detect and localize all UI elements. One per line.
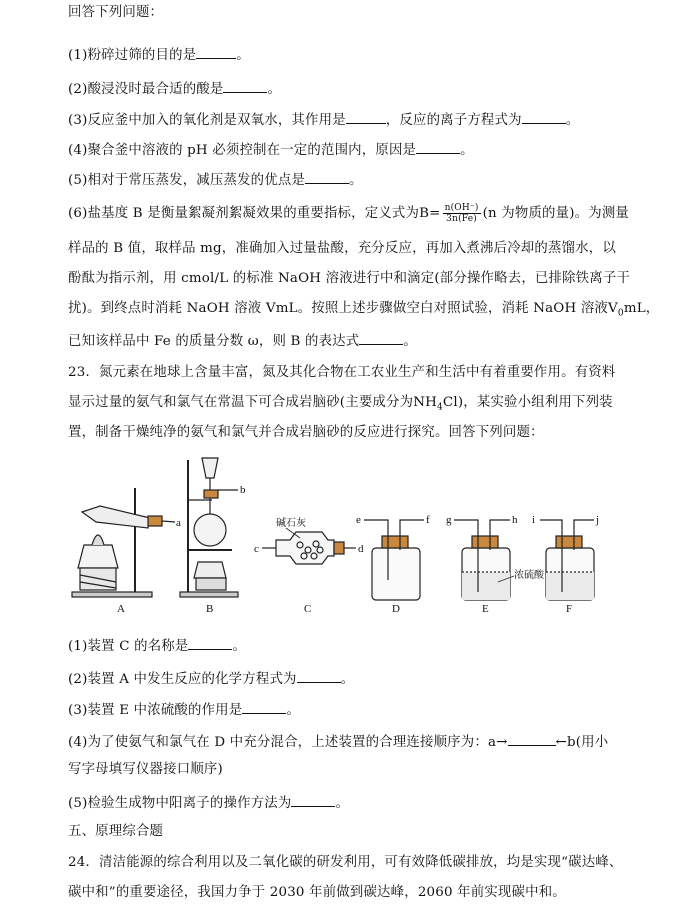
port-label-f: f <box>426 514 430 526</box>
q23-sub5 <box>68 793 349 813</box>
section-title: 五、原理综合题 <box>68 824 164 839</box>
q23-subscript: 4 <box>436 402 443 413</box>
q23-line1-text: 23．氮元素在地球上含量丰富，氮及其化合物在工农业生产和生活中有着重要作用。有资料 <box>68 365 616 380</box>
q23-3-text: (3)装置 E 中浓硫酸的作用是 <box>68 703 243 718</box>
q23-sub2 <box>68 669 354 689</box>
q23-1-text: (1)装置 C 的名称是 <box>68 639 189 654</box>
apparatus-d <box>364 520 424 600</box>
q23-2-text: (2)装置 A 中发生反应的化学方程式为 <box>68 672 297 687</box>
apparatus-c <box>262 528 356 564</box>
q22-2-text: (2)酸浸没时最合适的酸是 <box>68 82 224 97</box>
answer-blank[interactable] <box>242 700 286 714</box>
answer-blank[interactable] <box>297 669 341 683</box>
q22-6-line5: 已知该样品中 Fe 的质量分数 ω，则 B 的表达式 <box>68 334 360 349</box>
q23-line2-a: 显示过量的氨气和氯气在常温下可合成岩脑砂(主要成分为NH <box>68 395 437 410</box>
q22-6-text-a: (6)盐基度 B 是衡量絮凝剂絮凝效果的重要指标，定义式为B= <box>68 206 441 221</box>
apparatus-a <box>72 488 175 597</box>
port-label-i: i <box>532 514 536 526</box>
q22-6-line2: 样品的 B 值，取样品 mg，准确加入过量盐酸，充分反应，再加入煮沸后冷却的蒸馏水，以 <box>68 241 616 256</box>
q22-6-line4-b: mL， <box>623 301 660 316</box>
answer-blank[interactable] <box>291 793 335 807</box>
q22-6-text-b: (n 为物质的量)。为测量 <box>482 206 630 221</box>
q23-line3-text: 置，制备干燥纯净的氨气和氯气并合成岩脑砂的反应进行探究。回答下列问题： <box>68 425 544 440</box>
label-b: B <box>206 603 214 615</box>
q23-3-end: 。 <box>286 703 300 718</box>
port-label-d: d <box>358 543 364 555</box>
q23-line2-b: Cl)，某实验小组利用下列装 <box>442 395 613 410</box>
port-label-e: e <box>356 514 361 526</box>
label-c: C <box>304 603 312 615</box>
port-label-b: b <box>240 484 246 496</box>
q24-line1 <box>68 854 623 872</box>
q23-sub4 <box>68 732 608 752</box>
conc-acid-label: 浓硫酸 <box>514 570 544 581</box>
q22-4-end: 。 <box>460 143 474 158</box>
q22-4-text: (4)聚合釜中溶液的 pH 必须控制在一定的范围内，原因是 <box>68 143 417 158</box>
q23-4-text-a: (4)为了使氨气和氯气在 D 中充分混合，上述装置的合理连接顺序为：a→ <box>68 735 508 750</box>
q22-6-subscript: 0 <box>617 308 624 319</box>
port-label-g: g <box>446 514 452 526</box>
fraction-denominator: 3n(Fe) <box>446 214 477 224</box>
q24-line2 <box>68 884 566 902</box>
q23-1-end: 。 <box>232 639 247 654</box>
label-e: E <box>482 603 489 615</box>
q22-6-line4-a: 扰)。到终点时消耗 NaOH 溶液 VmL。按照上述步骤做空白对照试验，消耗 NaOH 溶液V <box>68 301 618 316</box>
q22-5-text: (5)相对于常压蒸发，减压蒸发的优点是 <box>68 173 306 188</box>
q22-1-text: (1)粉碎过筛的目的是 <box>68 48 197 63</box>
q23-2-end: 。 <box>340 672 355 687</box>
q22-2-end: 。 <box>267 82 282 97</box>
port-label-c: c <box>254 543 259 555</box>
q23-4-text-c: 写字母填写仪器接口顺序) <box>68 762 223 777</box>
answer-blank[interactable] <box>508 732 556 746</box>
q22-3-end: 。 <box>565 113 580 128</box>
q22-1-end: 。 <box>236 48 250 63</box>
section-heading <box>68 823 163 841</box>
apparatus-e <box>454 520 514 600</box>
fraction-numerator: n(OH⁻) <box>444 203 479 213</box>
q23-5-text: (5)检验生成物中阳离子的操作方法为 <box>68 796 292 811</box>
q22-3-text-a: (3)反应釜中加入的氧化剂是双氧水，其作用是 <box>68 113 346 128</box>
q24-line2-text: 碳中和”的重要途径，我国力争于 2030 年前做到碳达峰，2060 年前实现碳中和。 <box>68 885 566 900</box>
q22-6-end: 。 <box>403 334 417 349</box>
apparatus-b <box>180 458 238 597</box>
port-label-a: a <box>176 517 181 529</box>
q23-sub1 <box>68 636 246 656</box>
label-f: F <box>566 603 573 615</box>
q23-4-text-b: ←b(用小 <box>555 735 609 750</box>
q23-sub4-line2 <box>68 761 223 779</box>
q24-line1-text: 24．清洁能源的综合利用以及二氧化碳的研发利用，可有效降低碳排放，均是实现“碳达峰、 <box>68 855 623 870</box>
q22-6-line3: 酚酞为指示剂，用 cmol/L 的标准 NaOH 溶液进行中和滴定(部分操作略去，已排除铁离子干 <box>68 271 631 286</box>
q22-3-text-b: ，反应的离子方程式为 <box>385 113 522 128</box>
soda-lime-label: 碱石灰 <box>276 518 306 529</box>
q22-5-end: 。 <box>349 173 363 188</box>
q23-5-end: 。 <box>335 796 350 811</box>
q23-sub3 <box>68 700 300 720</box>
intro-text: 回答下列问题： <box>68 5 164 20</box>
answer-blank[interactable] <box>188 636 232 650</box>
label-a: A <box>117 603 125 615</box>
port-label-h: h <box>512 514 518 526</box>
label-d: D <box>392 603 400 615</box>
port-label-j: j <box>596 514 600 526</box>
apparatus-f <box>540 520 594 600</box>
